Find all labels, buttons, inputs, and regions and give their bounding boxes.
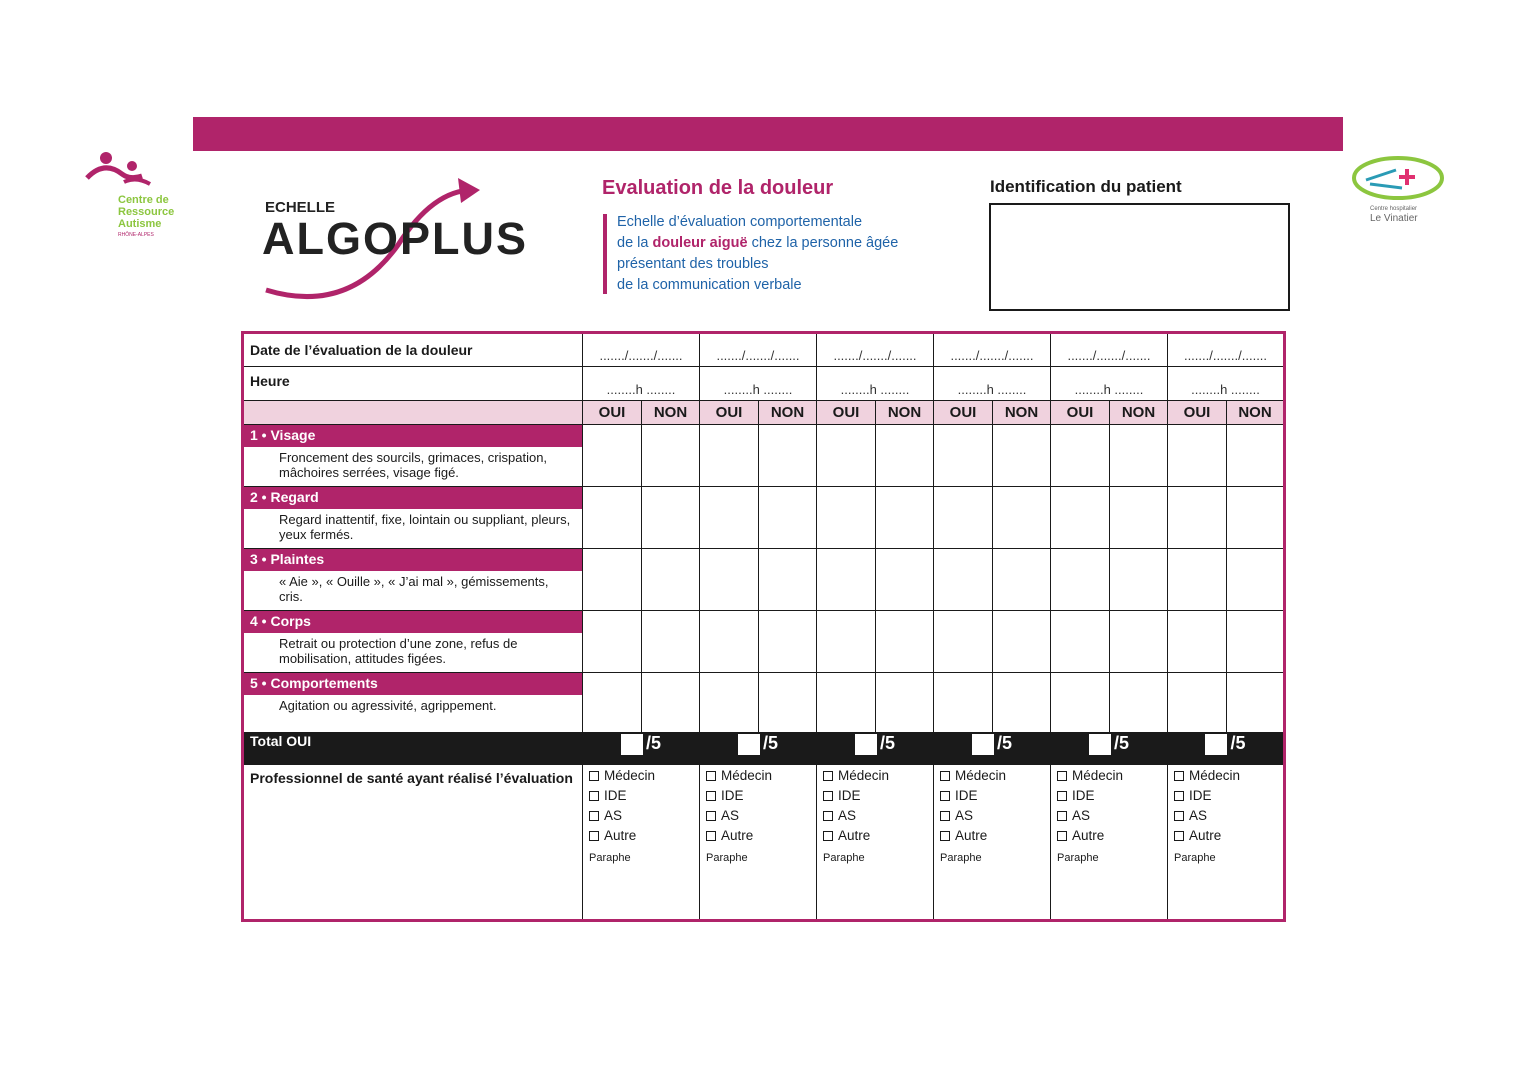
vinatier-name: Le Vinatier <box>1370 213 1418 224</box>
item-row-comportements <box>243 673 1285 733</box>
total-suffix: /5 <box>1230 733 1246 753</box>
algoplus-table <box>241 331 1286 922</box>
prof-label: Professionnel de santé ayant réalisé l’évaluation <box>243 765 583 921</box>
cra-line3: Autisme <box>118 218 162 230</box>
prof-option-label: Autre <box>721 828 754 843</box>
prof-option[interactable] <box>940 828 1044 848</box>
item-desc: « Aie », « Ouille », « J’ai mal », gémissements, cris. <box>279 574 549 604</box>
eval-desc-line2 <box>617 233 898 254</box>
prof-option-label: AS <box>604 808 623 823</box>
prof-options <box>817 765 934 921</box>
oui-non-spacer <box>243 401 583 425</box>
checkbox[interactable] <box>589 831 599 841</box>
prof-option[interactable] <box>1057 788 1161 808</box>
prof-option-label: AS <box>721 808 740 823</box>
professional-row <box>243 765 1285 921</box>
non-header: NON <box>876 401 934 425</box>
oui-non-header-row <box>243 401 1285 425</box>
answer-cell[interactable] <box>642 549 700 611</box>
checkbox[interactable] <box>706 791 716 801</box>
prof-option[interactable] <box>589 808 693 828</box>
vinatier-small: Centre hospitalier <box>1370 206 1418 212</box>
non-header: NON <box>993 401 1051 425</box>
answer-cell[interactable] <box>876 673 934 733</box>
oui-header: OUI <box>934 401 993 425</box>
answer-cell[interactable] <box>1110 673 1168 733</box>
answer-cell[interactable] <box>1051 425 1110 487</box>
total-score-box[interactable] <box>855 734 877 755</box>
item-cell <box>243 673 583 733</box>
item-desc: Froncement des sourcils, grimaces, crispation, mâchoires serrées, visage figé. <box>279 450 548 480</box>
cra-figure-icon <box>84 150 164 195</box>
algoplus-brand: ALGOPLUS <box>262 213 529 264</box>
checkbox[interactable] <box>940 771 950 781</box>
vinatier-text <box>1370 205 1418 223</box>
total-suffix: /5 <box>879 733 895 753</box>
total-score-box[interactable] <box>738 734 760 755</box>
answer-cell[interactable] <box>993 673 1051 733</box>
answer-cell[interactable] <box>583 487 642 549</box>
heure-label: Heure <box>243 367 583 401</box>
eval-description <box>617 212 898 296</box>
total-row <box>243 733 1285 765</box>
patient-id-title: Identification du patient <box>990 177 1182 196</box>
answer-cell[interactable] <box>876 549 934 611</box>
heure-field[interactable]: ........h ........ <box>1168 367 1285 401</box>
oui-header: OUI <box>700 401 759 425</box>
cra-logo <box>84 150 199 245</box>
answer-cell[interactable] <box>934 549 993 611</box>
eval-accent-bar <box>603 214 607 294</box>
item-title: 1 • Visage <box>244 425 582 447</box>
prof-option-label: Médecin <box>1189 768 1241 783</box>
answer-cell[interactable] <box>1051 673 1110 733</box>
answer-cell[interactable] <box>1227 673 1285 733</box>
total-score <box>1051 733 1168 765</box>
answer-cell[interactable] <box>1227 611 1285 673</box>
checkbox[interactable] <box>823 791 833 801</box>
prof-option[interactable] <box>1057 808 1161 828</box>
answer-cell[interactable] <box>876 425 934 487</box>
prof-option-label: Médecin <box>1072 768 1124 783</box>
answer-cell[interactable] <box>700 549 759 611</box>
answer-cell[interactable] <box>1110 611 1168 673</box>
answer-cell[interactable] <box>1051 487 1110 549</box>
total-score-box[interactable] <box>1089 734 1111 755</box>
item-desc: Retrait ou protection d’une zone, refus de mobilisation, attitudes figées. <box>279 636 518 666</box>
prof-option-label: AS <box>955 808 974 823</box>
answer-cell[interactable] <box>759 487 817 549</box>
prof-options <box>700 765 817 921</box>
answer-cell[interactable] <box>993 611 1051 673</box>
paraphe-label: Paraphe <box>823 852 865 864</box>
cra-line2: Ressource <box>118 206 175 218</box>
item-title: 3 • Plaintes <box>244 549 582 571</box>
prof-option-label: Autre <box>955 828 988 843</box>
answer-cell[interactable] <box>993 549 1051 611</box>
oui-header: OUI <box>583 401 642 425</box>
non-header: NON <box>642 401 700 425</box>
answer-cell[interactable] <box>1227 487 1285 549</box>
total-suffix: /5 <box>996 733 1012 753</box>
checkbox[interactable] <box>706 771 716 781</box>
answer-cell[interactable] <box>993 425 1051 487</box>
item-cell <box>243 487 583 549</box>
answer-cell[interactable] <box>1168 425 1227 487</box>
answer-cell[interactable] <box>1227 425 1285 487</box>
checkbox[interactable] <box>823 831 833 841</box>
item-title: 4 • Corps <box>244 611 582 633</box>
prof-option-label: AS <box>1072 808 1091 823</box>
prof-option-label: IDE <box>1189 788 1212 803</box>
answer-cell[interactable] <box>934 611 993 673</box>
answer-cell[interactable] <box>700 611 759 673</box>
heure-field[interactable]: ........h ........ <box>700 367 817 401</box>
item-row-plaintes <box>243 549 1285 611</box>
vinatier-logo <box>1348 150 1448 230</box>
prof-options <box>934 765 1051 921</box>
total-label: Total OUI <box>243 733 583 765</box>
prof-option[interactable] <box>940 788 1044 808</box>
item-desc: Agitation ou agressivité, agrippement. <box>279 698 497 713</box>
answer-cell[interactable] <box>1168 487 1227 549</box>
prof-option[interactable] <box>940 808 1044 828</box>
non-header: NON <box>759 401 817 425</box>
answer-cell[interactable] <box>1051 611 1110 673</box>
oui-header: OUI <box>1051 401 1110 425</box>
prof-option[interactable] <box>706 828 810 848</box>
answer-cell[interactable] <box>583 611 642 673</box>
prof-option[interactable] <box>1174 788 1277 808</box>
prof-option-label: IDE <box>955 788 978 803</box>
checkbox[interactable] <box>940 831 950 841</box>
algoplus-logo <box>258 175 529 305</box>
heure-field[interactable]: ........h ........ <box>817 367 934 401</box>
heure-field[interactable]: ........h ........ <box>583 367 700 401</box>
checkbox[interactable] <box>1174 831 1184 841</box>
prof-option-label: Médecin <box>604 768 656 783</box>
prof-option[interactable] <box>823 808 927 828</box>
answer-cell[interactable] <box>583 673 642 733</box>
heure-field[interactable]: ........h ........ <box>1051 367 1168 401</box>
total-score <box>1168 733 1285 765</box>
answer-cell[interactable] <box>817 425 876 487</box>
eval-desc-line1: Echelle d’évaluation comportementale <box>617 214 863 230</box>
checkbox[interactable] <box>940 791 950 801</box>
eval-desc-line2-post: chez la personne âgée <box>747 235 899 251</box>
item-row-regard <box>243 487 1285 549</box>
checkbox[interactable] <box>706 811 716 821</box>
answer-cell[interactable] <box>876 487 934 549</box>
answer-cell[interactable] <box>817 611 876 673</box>
prof-option[interactable] <box>1174 768 1277 788</box>
paraphe-label: Paraphe <box>1174 852 1216 864</box>
total-score-box[interactable] <box>972 734 994 755</box>
prof-option[interactable] <box>706 808 810 828</box>
total-score-box[interactable] <box>621 734 643 755</box>
prof-option[interactable] <box>823 768 927 788</box>
checkbox[interactable] <box>589 771 599 781</box>
answer-cell[interactable] <box>700 425 759 487</box>
prof-option-label: Médecin <box>838 768 890 783</box>
answer-cell[interactable] <box>876 611 934 673</box>
answer-cell[interactable] <box>817 487 876 549</box>
checkbox[interactable] <box>940 811 950 821</box>
date-field[interactable]: ......./......./....... <box>1168 333 1285 367</box>
paraphe-label: Paraphe <box>706 852 748 864</box>
prof-option[interactable] <box>1057 768 1161 788</box>
answer-cell[interactable] <box>642 487 700 549</box>
prof-option[interactable] <box>823 828 927 848</box>
prof-option-label: IDE <box>721 788 744 803</box>
prof-option-label: Autre <box>1072 828 1105 843</box>
answer-cell[interactable] <box>1168 549 1227 611</box>
date-row <box>243 333 1285 367</box>
non-header: NON <box>1227 401 1285 425</box>
prof-option-label: Médecin <box>721 768 773 783</box>
answer-cell[interactable] <box>934 673 993 733</box>
answer-cell[interactable] <box>700 673 759 733</box>
patient-id-box[interactable] <box>989 203 1290 311</box>
algoplus-echelle: ECHELLE <box>265 199 336 216</box>
cra-subtitle: RHÔNE-ALPES <box>118 232 154 238</box>
prof-option-label: IDE <box>838 788 861 803</box>
answer-cell[interactable] <box>817 549 876 611</box>
item-row-corps <box>243 611 1285 673</box>
vinatier-emblem-icon <box>1348 150 1448 205</box>
prof-option-label: IDE <box>1072 788 1095 803</box>
answer-cell[interactable] <box>642 611 700 673</box>
item-cell <box>243 425 583 487</box>
cra-line1: Centre de <box>118 194 169 206</box>
item-cell <box>243 611 583 673</box>
checkbox[interactable] <box>1174 771 1184 781</box>
answer-cell[interactable] <box>1110 425 1168 487</box>
eval-desc-line3: présentant des troubles <box>617 256 769 272</box>
date-field[interactable]: ......./......./....... <box>1051 333 1168 367</box>
prof-option[interactable] <box>589 768 693 788</box>
total-suffix: /5 <box>762 733 778 753</box>
paraphe-label: Paraphe <box>1057 852 1099 864</box>
total-score <box>817 733 934 765</box>
prof-option[interactable] <box>1174 808 1277 828</box>
oui-header: OUI <box>1168 401 1227 425</box>
eval-desc-line4: de la communication verbale <box>617 277 802 293</box>
answer-cell[interactable] <box>1168 673 1227 733</box>
prof-option[interactable] <box>1174 828 1277 848</box>
prof-option[interactable] <box>706 768 810 788</box>
item-title: 5 • Comportements <box>244 673 582 695</box>
answer-cell[interactable] <box>759 673 817 733</box>
answer-cell[interactable] <box>642 673 700 733</box>
prof-option[interactable] <box>589 828 693 848</box>
prof-options <box>1051 765 1168 921</box>
total-score <box>934 733 1051 765</box>
top-bar <box>193 117 1343 151</box>
prof-options <box>1168 765 1285 921</box>
checkbox[interactable] <box>823 771 833 781</box>
eval-desc-line2-pre: de la <box>617 235 653 251</box>
answer-cell[interactable] <box>759 611 817 673</box>
eval-desc-line2-pink: douleur aiguë <box>652 235 748 251</box>
answer-cell[interactable] <box>993 487 1051 549</box>
heure-field[interactable]: ........h ........ <box>934 367 1051 401</box>
prof-option[interactable] <box>823 788 927 808</box>
answer-cell[interactable] <box>1168 611 1227 673</box>
prof-option-label: Autre <box>838 828 871 843</box>
checkbox[interactable] <box>1057 831 1067 841</box>
checkbox[interactable] <box>1174 811 1184 821</box>
item-title: 2 • Regard <box>244 487 582 509</box>
answer-cell[interactable] <box>934 487 993 549</box>
date-field[interactable]: ......./......./....... <box>583 333 700 367</box>
checkbox[interactable] <box>589 811 599 821</box>
answer-cell[interactable] <box>934 425 993 487</box>
prof-option-label: Médecin <box>955 768 1007 783</box>
prof-option[interactable] <box>706 788 810 808</box>
prof-option-label: Autre <box>604 828 637 843</box>
cra-logo-text <box>118 194 174 230</box>
total-score-box[interactable] <box>1205 734 1227 755</box>
checkbox[interactable] <box>1057 771 1067 781</box>
item-row-visage <box>243 425 1285 487</box>
total-suffix: /5 <box>645 733 661 753</box>
prof-option[interactable] <box>1057 828 1161 848</box>
oui-header: OUI <box>817 401 876 425</box>
paraphe-label: Paraphe <box>589 852 631 864</box>
date-field[interactable]: ......./......./....... <box>817 333 934 367</box>
prof-option-label: IDE <box>604 788 627 803</box>
answer-cell[interactable] <box>817 673 876 733</box>
date-field[interactable]: ......./......./....... <box>700 333 817 367</box>
answer-cell[interactable] <box>700 487 759 549</box>
answer-cell[interactable] <box>759 549 817 611</box>
answer-cell[interactable] <box>583 549 642 611</box>
answer-cell[interactable] <box>1227 549 1285 611</box>
prof-option[interactable] <box>940 768 1044 788</box>
prof-option-label: AS <box>838 808 857 823</box>
checkbox[interactable] <box>1057 811 1067 821</box>
total-score <box>583 733 700 765</box>
item-cell <box>243 549 583 611</box>
total-suffix: /5 <box>1113 733 1129 753</box>
prof-option-label: AS <box>1189 808 1208 823</box>
checkbox[interactable] <box>1057 791 1067 801</box>
total-score <box>700 733 817 765</box>
date-label: Date de l’évaluation de la douleur <box>243 333 583 367</box>
item-desc: Regard inattentif, fixe, lointain ou suppliant, pleurs, yeux fermés. <box>279 512 571 542</box>
answer-cell[interactable] <box>759 425 817 487</box>
answer-cell[interactable] <box>1110 549 1168 611</box>
answer-cell[interactable] <box>1051 549 1110 611</box>
checkbox[interactable] <box>589 791 599 801</box>
checkbox[interactable] <box>823 811 833 821</box>
answer-cell[interactable] <box>642 425 700 487</box>
eval-title: Evaluation de la douleur <box>602 177 834 199</box>
prof-options <box>583 765 700 921</box>
heure-row <box>243 367 1285 401</box>
date-field[interactable]: ......./......./....... <box>934 333 1051 367</box>
prof-option[interactable] <box>589 788 693 808</box>
answer-cell[interactable] <box>1110 487 1168 549</box>
answer-cell[interactable] <box>583 425 642 487</box>
checkbox[interactable] <box>706 831 716 841</box>
prof-option-label: Autre <box>1189 828 1222 843</box>
non-header: NON <box>1110 401 1168 425</box>
checkbox[interactable] <box>1174 791 1184 801</box>
paraphe-label: Paraphe <box>940 852 982 864</box>
